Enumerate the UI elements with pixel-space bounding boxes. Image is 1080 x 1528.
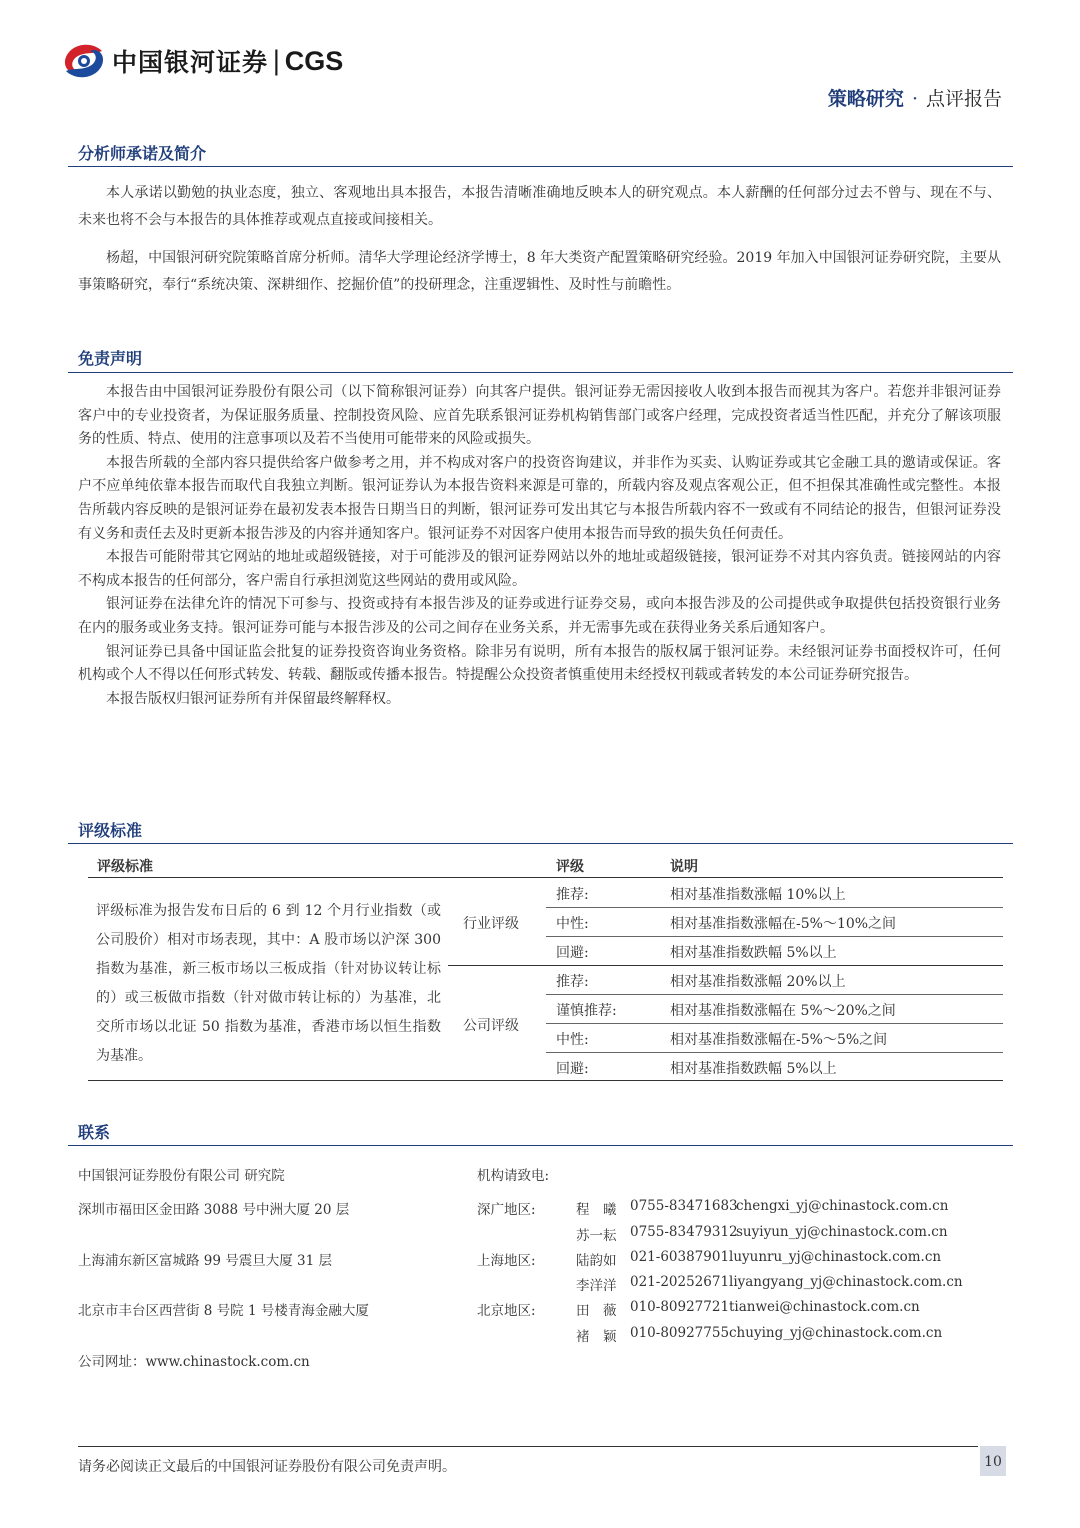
section-divider [68, 166, 1013, 167]
company-rating-label: 公司评级 [463, 1018, 519, 1034]
grade-cell: 谨慎推荐: [556, 1003, 617, 1019]
contact-phone: 021-60387901 [630, 1249, 730, 1265]
org-name: 中国银河证券股份有限公司 研究院 [78, 1168, 285, 1184]
disclaimer-paragraph: 银河证券已具备中国证监会批复的证券投资咨询业务资格。除非另有说明，所有本报告的版权属于银河证券。未经银河证券书面授权许可，任何机构或个人不得以任何形式转发、转载、翻版或传播本报告。特提醒公众投资者慎重使用未经授权刊载或者转发的本公司证券研究报告。 [78, 643, 1001, 684]
address-shanghai: 上海浦东新区富城路 99 号震旦大厦 31 层 [78, 1253, 333, 1269]
rating-description: 评级标准为报告发布日后的 6 到 12 个月行业指数（或公司股价）相对市场表现，其中：A 股市场以沪深 300 指数为基准，新三板市场以三板成指（针对协议转让标的）或三板做市指数（针对做市转让标的）为基准，北交所市场以北证 50 指数为基准，香港市场以恒生指数为基准。 [96, 903, 441, 1064]
table-rule [546, 1052, 1003, 1053]
contact-phone: 010-80927721 [630, 1299, 730, 1315]
contact-email[interactable]: tianwei@chinastock.com.cn [729, 1299, 920, 1315]
footer-divider [78, 1446, 978, 1447]
industry-rating-label: 行业评级 [463, 916, 519, 932]
table-rule [546, 994, 1003, 995]
phone-label: 机构请致电: [477, 1168, 550, 1184]
galaxy-logo-icon [62, 41, 106, 81]
grade-cell: 中性: [556, 1032, 589, 1048]
note-cell: 相对基准指数涨幅 20%以上 [670, 974, 846, 990]
category-sub: 点评报告 [925, 88, 1002, 110]
section-divider [68, 372, 1013, 373]
table-rule [88, 1080, 1003, 1081]
section-divider [68, 843, 1013, 844]
report-category [828, 84, 1002, 111]
table-rule [546, 936, 1003, 937]
region-label: 深广地区: [477, 1202, 536, 1218]
table-rule [448, 965, 1003, 966]
contact-email[interactable]: luyunru_yj@chinastock.com.cn [729, 1249, 942, 1265]
contact-email[interactable]: chuying_yj@chinastock.com.cn [729, 1325, 943, 1341]
disclaimer-paragraph: 银河证券在法律允许的情况下可参与、投资或持有本报告涉及的证券或进行证券交易，或向本报告涉及的公司提供或争取提供包括投资银行业务在内的服务或业务支持。银河证券可能与本报告涉及的公司之间存在业务关系，并无需事先或在获得业务关系后通知客户。 [78, 596, 1001, 636]
grade-cell: 中性: [556, 916, 589, 932]
disclaimer-paragraph: 本报告版权归银河证券所有并保留最终解释权。 [106, 690, 400, 707]
grade-cell: 回避: [556, 1061, 589, 1077]
contact-phone: 0755-83471683 [630, 1198, 738, 1214]
disclaimer-paragraph: 本报告所载的全部内容只提供给客户做参考之用，并不构成对客户的投资咨询建议，并非作为买卖、认购证券或其它金融工具的邀请或保证。客户不应单纯依靠本报告而取代自我独立判断。银河证券认为本报告资料来源是可靠的，所载内容及观点客观公正，但不担保其准确性或完整性。本报告所载内容反映的是银河证券在最初发表本报告日期当日的判断，银河证券可发出其它与本报告所载内容不一致或有不同结论的报告，但银河证券没有义务和责任去及时更新本报告涉及的内容并通知客户。银河证券不对因客户使用本报告而导致的损失负任何责任。 [78, 454, 1001, 542]
rating-header-grade: 评级 [556, 859, 584, 875]
note-cell: 相对基准指数涨幅在-5%～5%之间 [670, 1032, 888, 1048]
disclaimer-section-title: 免责声明 [78, 349, 143, 368]
grade-cell: 推荐: [556, 887, 589, 903]
logo-text: 中国银河证券 [112, 48, 269, 77]
table-rule [546, 1023, 1003, 1024]
company-website[interactable]: 公司网址：www.chinastock.com.cn [78, 1354, 310, 1370]
rating-header-note: 说明 [670, 859, 698, 875]
note-cell: 相对基准指数跌幅 5%以上 [670, 945, 837, 961]
analyst-section-title: 分析师承诺及简介 [78, 144, 207, 163]
contact-name: 陆韵如 [576, 1253, 617, 1269]
contact-name: 苏一耘 [576, 1228, 617, 1244]
table-rule [88, 877, 1003, 878]
contact-name: 褚 颖 [576, 1329, 617, 1345]
footer-notice: 请务必阅读正文最后的中国银河证券股份有限公司免责声明。 [78, 1459, 456, 1475]
contact-email[interactable]: liyangyang_yj@chinastock.com.cn [729, 1274, 963, 1290]
grade-cell: 推荐: [556, 974, 589, 990]
contact-phone: 010-80927755 [630, 1325, 730, 1341]
contact-email[interactable]: suyiyun_yj@chinastock.com.cn [736, 1224, 948, 1240]
disclaimer-body [78, 381, 1001, 711]
page-number: 10 [980, 1446, 1006, 1476]
analyst-bio: 杨超，中国银河研究院策略首席分析师。清华大学理论经济学博士，8 年大类资产配置策略研究经验。2019 年加入中国银河证券研究院，主要从事策略研究，奉行“系统决策、深耕细作、挖掘价值”的投研理念，注重逻辑性、及时性与前瞻性。 [78, 250, 1001, 293]
grade-cell: 回避: [556, 945, 589, 961]
contact-name: 程 曦 [576, 1202, 617, 1218]
brand-logo [62, 40, 343, 82]
disclaimer-paragraph: 本报告由中国银河证券股份有限公司（以下简称银河证券）向其客户提供。银河证券无需因接收人收到本报告而视其为客户。若您并非银河证券客户中的专业投资者，为保证服务质量、控制投资风险、应首先联系银河证券机构销售部门或客户经理，完成投资者适当性匹配，并充分了解该项服务的性质、特点、使用的注意事项以及若不当使用可能带来的风险或损失。 [78, 384, 1001, 448]
contact-name: 李洋洋 [576, 1278, 617, 1294]
logo-cgs: CGS [284, 45, 344, 76]
contact-name: 田 薇 [576, 1303, 617, 1319]
table-rule [546, 907, 1003, 908]
note-cell: 相对基准指数跌幅 5%以上 [670, 1061, 837, 1077]
contact-phone: 021-20252671 [630, 1274, 730, 1290]
rating-header-standard: 评级标准 [97, 859, 153, 875]
analyst-commitment: 本人承诺以勤勉的执业态度，独立、客观地出具本报告，本报告清晰准确地反映本人的研究观点。本人薪酬的任何部分过去不曾与、现在不与、未来也将不会与本报告的具体推荐或观点直接或间接相关。 [78, 185, 1001, 228]
region-label: 上海地区: [477, 1253, 536, 1269]
note-cell: 相对基准指数涨幅在-5%～10%之间 [670, 916, 897, 932]
category-dot: · [911, 88, 918, 110]
contact-phone: 0755-83479312 [630, 1224, 738, 1240]
address-shenzhen: 深圳市福田区金田路 3088 号中洲大厦 20 层 [78, 1202, 350, 1218]
section-divider [68, 1145, 1013, 1146]
note-cell: 相对基准指数涨幅在 5%～20%之间 [670, 1003, 896, 1019]
region-label: 北京地区: [477, 1303, 536, 1319]
rating-section-title: 评级标准 [78, 821, 143, 840]
disclaimer-paragraph: 本报告可能附带其它网站的地址或超级链接，对于可能涉及的银河证券网站以外的地址或超级链接，银河证券不对其内容负责。链接网站的内容不构成本报告的任何部分，客户需自行承担浏览这些网站的费用或风险。 [78, 549, 1001, 589]
logo-separator: | [272, 46, 281, 76]
category-main: 策略研究 [827, 88, 904, 110]
note-cell: 相对基准指数涨幅 10%以上 [670, 887, 846, 903]
contact-email[interactable]: chengxi_yj@chinastock.com.cn [736, 1198, 949, 1214]
address-beijing: 北京市丰台区西营街 8 号院 1 号楼青海金融大厦 [78, 1303, 369, 1319]
contact-section-title: 联系 [78, 1123, 111, 1142]
